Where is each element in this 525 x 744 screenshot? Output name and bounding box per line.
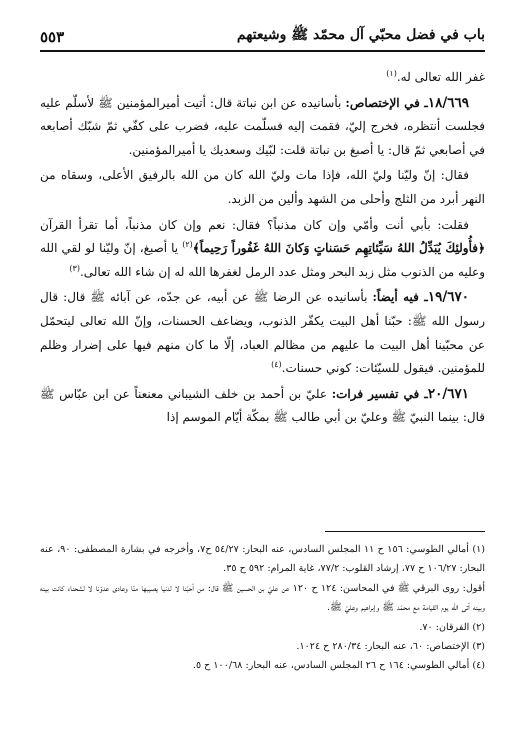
quran-verse: ﴿فأُولئِكَ يُبَدِّلُ اللهُ سَيِّئاتِهِم حَسَناتٍ وَكانَ اللهُ غَفُوراً رَحِيماً﴾	[192, 241, 486, 256]
hadith-number: ٢٠/٦٧١	[427, 385, 469, 402]
footnote-ref: (٣)	[69, 263, 80, 273]
footnote-1: (١) أمالي الطوسي: ١٥٦ ح ١١ المجلس السادس، عنه البحار: ٥٤/٢٧ ح٧، وأخرجه في بشارة المصطفى: ٩٠، عنه البحار: ١٠٦/٢٧ ح ٧٧، إرشاد القلوب: ٧٧/٢، غاية المرام: ٥٩٢ ح ٣٥.	[40, 544, 485, 575]
hadith-671	[40, 383, 485, 430]
hadith-number: ١٩/٦٧٠	[427, 289, 470, 306]
paragraph: فقال: إنّ وليّنا وليّ الله، فإذا مات وليّ الله كان من الله بالرفيق الأعلى، وسقاه من النهر أبرد من الثلج وأحلى من الشهد وألين من الزبد.	[40, 168, 485, 206]
footnote-ref: (٢)	[182, 240, 193, 250]
hadith-source: ـ فيه أيضاً:	[372, 290, 428, 305]
hadith-text: بأسانيده عن ابن نباتة قال: أتيت أميرالمؤمنين ﷺ لأسلّم عليه فجلست أنتظره، فخرج إليّ، فقمت إليه فسلّمت عليه، فضرب على كفّي ثمّ شبّك أصابعه في أصابعي ثمّ قال: يا أصبغ بن نباتة قلت: لبّيك وسعديك يا أميرالمؤمنين.	[40, 95, 485, 157]
page-number: ٥٥٣	[40, 28, 65, 46]
footnote-1-note: أقول: روى البرقي ﷺ في المحاسن: ١٢٤ ح ١٢٠ عن عليّ بن الحسين ﷺ قال: من أحبّنا لا لدنيا يصيبها منّا وعادى عدوّنا لا لشحناء كانت بينه وبينه أتى الله يوم القيامة مع محمّد ﷺ وإبراهيم وعليّ ﷺ.	[40, 582, 485, 614]
hadith-source: ـ في تفسير فرات:	[331, 386, 428, 401]
footnote-ref: (١)	[386, 69, 397, 78]
running-header	[40, 12, 485, 52]
hadith-number: ١٨/٦٦٩	[427, 94, 469, 111]
hadith-source: ـ في الإختصاص:	[345, 95, 428, 110]
footnote-4: (٤) أمالي الطوسي: ١٦٤ ح ٢٦ المجلس السادس، عنه البحار: ١٠٠/٦٨ ح ٥.	[192, 660, 485, 672]
paragraph-with-quran: فقلت: بأبي أنت وأمّي وإن كان مذنباً؟ فقال: نعم وإن كان مذنباً، أما تقرأ القرآن ﴿فأُولئِكَ يُبَدِّلُ اللهُ سَيِّئاتِهِم حَسَناتٍ وَكانَ اللهُ غَفُوراً رَحِيماً﴾$^{(٢)}$ يا أصبغ، إنّ وليّنا لو لقي الله وعليه من الذنوب مثل زبد البحر ومثل عدد الرمل لغفرها الله له إن شاء الله تعالى.$^{(٣)}$	[40, 217, 486, 279]
hadith-669	[40, 92, 485, 163]
hadith-text: بأسانيده عن الرضا ﷺ عن أبيه، عن جدّه، عن آبائه ﷺ قال: قال رسول الله ﷺ: حبّنا أهل البيت يكفّر الذنوب، ويضاعف الحسنات، وإنّ الله تعالى ليتحمّل عن محبّينا أهل البيت ما عليهم من مظالم العباد، إلّا ما كان منهم فيها على إضرار وظلم للمؤمنين. فيقول للسيّئات: كوني حسنات.	[40, 290, 485, 376]
footnote-2: (٢) الفرقان: ٧٠.	[419, 621, 485, 633]
footnote-3: (٣) الإختصاص: ٦٠، عنه البحار: ٢٨٠/٣٤ ح ١٠٢٤.	[296, 641, 485, 653]
footnote-separator	[325, 531, 485, 532]
footnote-ref: (٤)	[271, 360, 282, 370]
hadith-text: عليّ بن أحمد بن خلف الشيباني معنعناً عن ابن عبّاس ﷺ قال: بينما النبيّ ﷺ وعليّ بن أبي طالب ﷺ بمكّة أيّام الموسم إذا	[40, 386, 485, 425]
hadith-670	[40, 286, 485, 380]
paragraph-continuation: غفر الله تعالى له.$^{(١)}$	[386, 69, 485, 84]
footnotes	[40, 540, 485, 676]
chapter-title: باب في فضل محبّي آل محمّد ﷺ وشيعتهم	[236, 27, 485, 43]
main-text	[40, 66, 485, 430]
